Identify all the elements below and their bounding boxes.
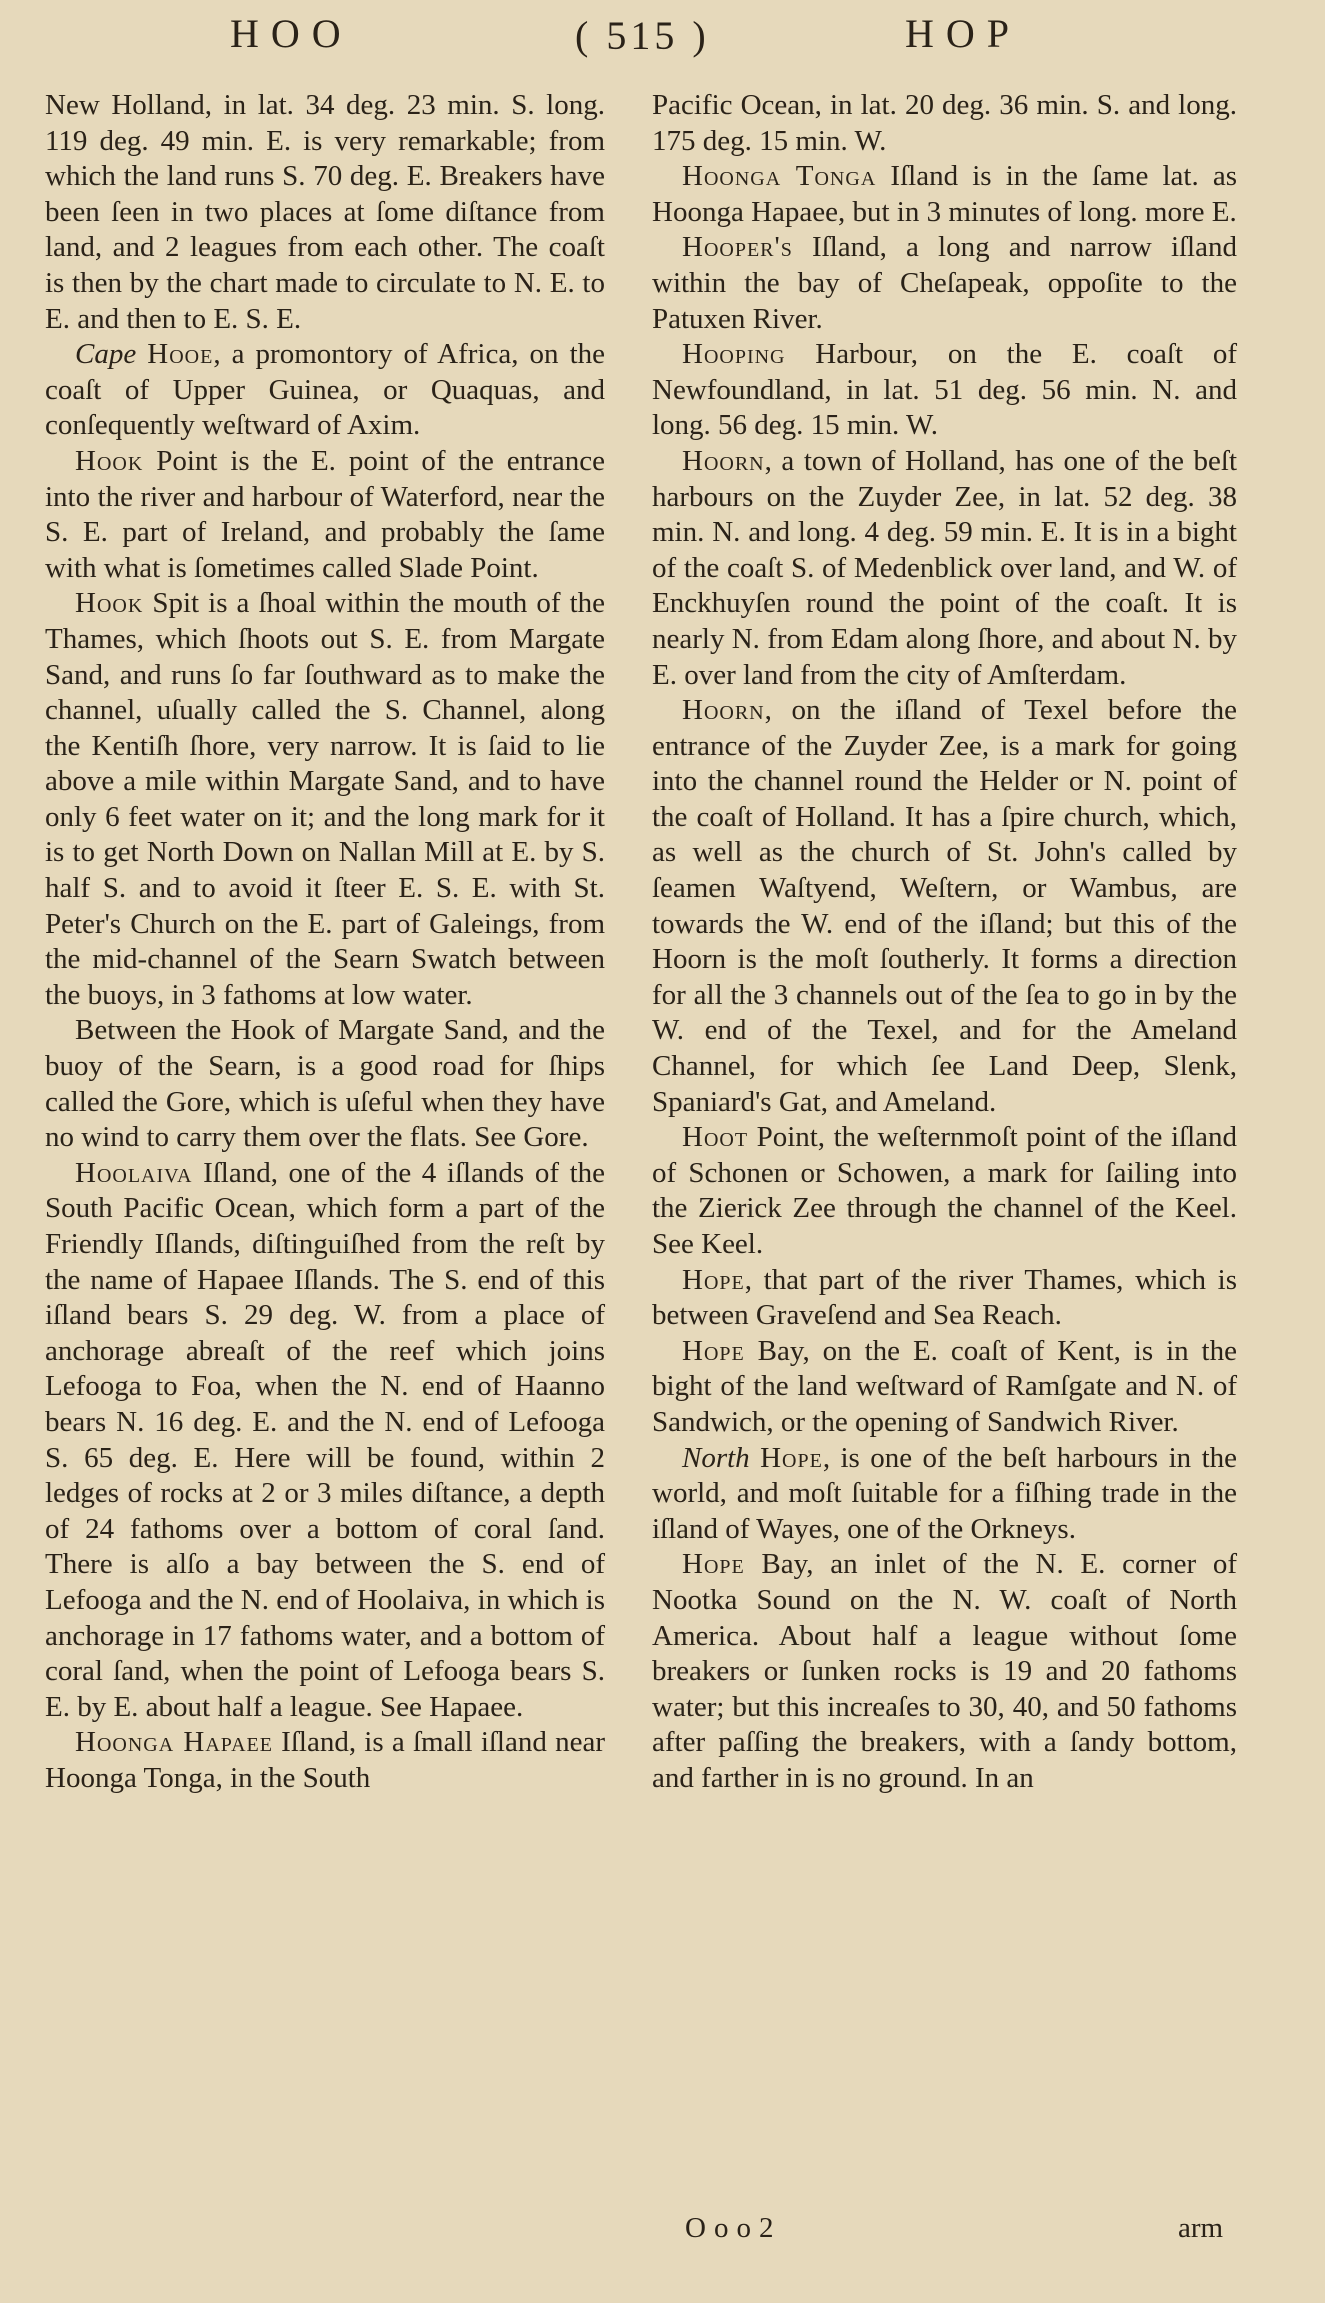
entry-text: Bay, on the E. coaſt of Kent, is in the bight of the land weſtward of Ramſgate and N. of Sandwich, or the opening of Sandwich River.: [652, 1334, 1237, 1438]
dictionary-entry: [652, 159, 1237, 230]
dictionary-entry: [652, 444, 1237, 693]
entry-qualifier: Cape: [75, 338, 148, 371]
entry-text: , on the iſland of Texel before the entrance of the Zuyder Zee, is a mark for going into the channel round the Helder or N. point of the coaſt of Holland. It has a ſpire church, which, as well as the church of St. John's called by ſeamen Waſtyend, Weſtern, or Wambus, are towards the W. end of the iſland; but this of the Hoorn is the moſt ſoutherly. It forms a direction for all the 3 channels out of the ſea to go in by the W. end of the Texel, and for the Ameland Channel, for which ſee Land Deep, Slenk, Spaniard's Gat, and Ameland.: [652, 694, 1237, 1118]
entry-text: Between the Hook of Margate Sand, and the buoy of the Searn, is a good road for ſhips called the Gore, which is uſeful when they have no wind to carry them over the flats. See Gore.: [45, 1014, 605, 1154]
entry-headword: Hoorn: [682, 694, 765, 727]
entry-headword: Hooper's: [682, 231, 793, 264]
dictionary-entry: [45, 337, 605, 444]
entry-headword: Hook: [75, 587, 144, 620]
entry-headword: Hope: [760, 1441, 823, 1474]
page-number: ( 515 ): [575, 13, 710, 58]
entry-headword: Hope: [682, 1334, 745, 1367]
entry-text: , is one of the beſt harbours in the world, and moſt ſuitable for a fiſhing trade in the iſland of Wayes, one of the Orkneys.: [652, 1441, 1238, 1545]
right-column: [652, 88, 1237, 1797]
dictionary-entry: [652, 693, 1237, 1120]
signature-mark: Ooo2: [685, 2212, 782, 2244]
entry-text: Iſland, one of the 4 iſlands of the South Pacific Ocean, which form a part of the Friendly Iſlands, diſtinguiſhed from the reſt by the name of Hapaee Iſlands. The S. end of this iſland bears S. 29 deg. W. from a place of anchorage abreaſt of the reef which joins Lefooga to Foa, when the N. end of Haanno bears N. 16 deg. E. and the N. end of Lefooga S. 65 deg. E. Here will be found, within 2 ledges of rocks at 2 or 3 miles diſtance, a depth of 24 fathoms over a bottom of coral ſand. There is alſo a bay between the S. end of Lefooga and the N. end of Hoolaiva, in which is anchorage in 17 fathoms water, and a bottom of coral ſand, when the point of Lefooga bears S. E. by E. about half a league. See Hapaee.: [45, 1156, 605, 1723]
entry-text: Bay, an inlet of the N. E. corner of Nootka Sound on the N. W. coaſt of North America. About half a league without ſome breakers or ſunken rocks is 19 and 20 fathoms water; but this increaſes to 30, 40, and 50 fathoms after paſſing the breakers, with a ſandy bottom, and farther in is no ground. In an: [652, 1548, 1237, 1794]
dictionary-entry: [45, 88, 605, 337]
entry-text: Harbour, on the E. coaſt of Newfoundland, in lat. 51 deg. 56 min. N. and long. 56 deg. 15 min. W.: [652, 338, 1237, 442]
dictionary-entry: [45, 1156, 605, 1726]
dictionary-entry: [652, 1334, 1237, 1441]
entry-headword: Hoolaiva: [75, 1156, 193, 1189]
dictionary-entry: [652, 1263, 1237, 1334]
entry-text: Iſland, a long and narrow iſland within the bay of Cheſapeak, oppoſite to the Patuxen River.: [652, 231, 1237, 335]
entry-headword: Hope: [682, 1263, 745, 1296]
entry-text: , a town of Holland, has one of the beſt harbours on the Zuyder Zee, in lat. 52 deg. 38 min. N. and long. 4 deg. 59 min. E. It is in a bight of the coaſt S. of Medenblick over land, and W. of Enckhuyſen round the point of the coaſt. It is nearly N. from Edam along ſhore, and about N. by E. over land from the city of Amſterdam.: [652, 444, 1237, 691]
dictionary-entry: [45, 1013, 605, 1155]
entry-headword: Hoonga Tonga: [682, 160, 877, 193]
running-header: [0, 10, 1325, 70]
dictionary-entry: [652, 1441, 1237, 1548]
entry-headword: Hoot: [682, 1121, 749, 1154]
dictionary-entry: [652, 230, 1237, 337]
dictionary-entry: [45, 444, 605, 586]
entry-text: Pacific Ocean, in lat. 20 deg. 36 min. S. and long. 175 deg. 15 min. W.: [652, 89, 1237, 157]
entry-headword: Hoonga Hapaee: [75, 1726, 273, 1759]
entry-text: Point, the weſternmoſt point of the iſland of Schonen or Schowen, a mark for ſailing into the Zierick Zee through the channel of the Keel. See Keel.: [652, 1121, 1237, 1260]
catchword: arm: [1178, 2212, 1224, 2244]
entry-text: , a promontory of Africa, on the coaſt of Upper Guinea, or Quaquas, and conſequently weſtward of Axim.: [45, 338, 606, 442]
header-left-guide-word: HOO: [230, 11, 353, 56]
left-column: [45, 88, 605, 1797]
entry-headword: Hope: [682, 1548, 745, 1581]
dictionary-entry: [652, 1120, 1237, 1262]
dictionary-entry: [45, 586, 605, 1013]
entry-headword: Hooe: [147, 338, 214, 371]
header-right-guide-word: HOP: [905, 11, 1022, 56]
entry-headword: Hook: [75, 444, 144, 477]
entry-text: Iſland is in the ſame lat. as Hoonga Hapaee, but in 3 minutes of long. more E.: [652, 160, 1238, 228]
dictionary-entry: [45, 1725, 605, 1796]
dictionary-entry: [652, 88, 1237, 159]
entry-text: , that part of the river Thames, which is between Graveſend and Sea Reach.: [652, 1263, 1237, 1332]
entry-text: Iſland, is a ſmall iſland near Hoonga Tonga, in the South: [45, 1726, 605, 1794]
entry-headword: Hooping: [682, 338, 786, 371]
entry-headword: Hoorn: [682, 444, 765, 477]
entry-text: New Holland, in lat. 34 deg. 23 min. S. long. 119 deg. 49 min. E. is very remarkable; from which the land runs S. 70 deg. E. Breakers have been ſeen in two places at ſome diſtance from land, and 2 leagues from each other. The coaſt is then by the chart made to circulate to N. E. to E. and then to E. S. E.: [45, 89, 605, 335]
entry-qualifier: North: [682, 1441, 761, 1474]
entry-text: Point is the E. point of the entrance into the river and harbour of Waterford, near the S. E. part of Ireland, and probably the ſame with what is ſometimes called Slade Point.: [45, 444, 605, 584]
entry-text: Spit is a ſhoal within the mouth of the Thames, which ſhoots out S. E. from Margate Sand, and runs ſo far ſouthward as to make the channel, uſually called the S. Channel, along the Kentiſh ſhore, very narrow. It is ſaid to lie above a mile within Margate Sand, and to have only 6 feet water on it; and the long mark for it is to get North Down on Nallan Mill at E. by S. half S. and to avoid it ſteer E. S. E. with St. Peter's Church on the E. part of Galeings, from the mid-channel of the Searn Swatch between the buoys, in 3 fathoms at low water.: [45, 587, 605, 1011]
dictionary-entry: [652, 337, 1237, 444]
dictionary-entry: [652, 1547, 1237, 1796]
